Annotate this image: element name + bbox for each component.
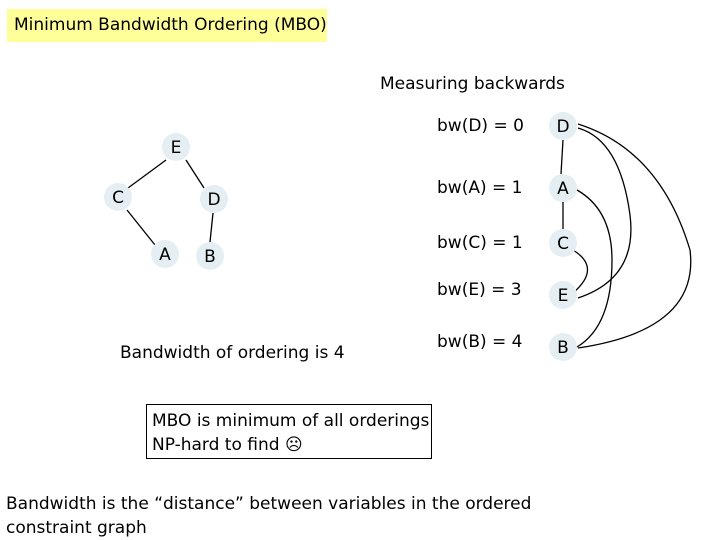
graph-node-e <box>162 133 190 161</box>
graph-node-a <box>151 240 179 268</box>
bw-e-label: bw(E) = 3 <box>437 280 522 300</box>
graph-node-a-label: A <box>159 245 171 265</box>
ordered-node-c <box>549 229 577 257</box>
ordered-node-a <box>549 174 577 202</box>
bandwidth-statement: Bandwidth of ordering is 4 <box>120 343 345 363</box>
mbo-note-line-2: NP-hard to find ☹ <box>152 435 303 455</box>
edge-e-d <box>186 160 204 188</box>
ordered-edge-d-e <box>578 128 631 298</box>
ordered-node-b-label: B <box>557 338 569 358</box>
ordering-heading: Measuring backwards <box>380 74 565 94</box>
ordered-node-b <box>549 333 577 361</box>
ordered-node-d-label: D <box>556 117 570 137</box>
ordered-edge-c-e <box>573 250 588 293</box>
graph-node-d-label: D <box>207 190 221 210</box>
graph-node-c <box>104 183 132 211</box>
graph-node-e-label: E <box>170 138 182 158</box>
bw-a-label: bw(A) = 1 <box>437 178 523 198</box>
bw-c-label: bw(C) = 1 <box>437 233 523 253</box>
mbo-note-box <box>146 404 432 459</box>
slide-title: Minimum Bandwidth Ordering (MBO) <box>7 9 327 42</box>
footer-definition: Bandwidth is the “distance” between variables in the ordered constraint graph <box>6 494 532 538</box>
bw-b-label: bw(B) = 4 <box>437 332 523 352</box>
graph-node-b-label: B <box>204 247 216 267</box>
graph-node-c-label: C <box>112 188 124 208</box>
edge-e-c <box>128 160 166 188</box>
ordered-node-e-label: E <box>557 286 569 306</box>
ordered-edge-d-a <box>561 140 563 174</box>
ordered-node-d <box>549 112 577 140</box>
ordered-node-a-label: A <box>557 179 569 199</box>
ordered-edge-d-b <box>578 124 691 348</box>
ordered-edge-a-b <box>577 190 612 347</box>
ordered-node-e <box>549 281 577 309</box>
mbo-note-line-1: MBO is minimum of all orderings <box>152 411 430 431</box>
edge-c-a <box>127 210 155 245</box>
graph-node-d <box>200 185 228 213</box>
bw-d-label: bw(D) = 0 <box>437 116 524 136</box>
edge-d-b <box>210 213 213 242</box>
graph-node-b <box>196 242 224 270</box>
ordered-node-c-label: C <box>557 234 569 254</box>
